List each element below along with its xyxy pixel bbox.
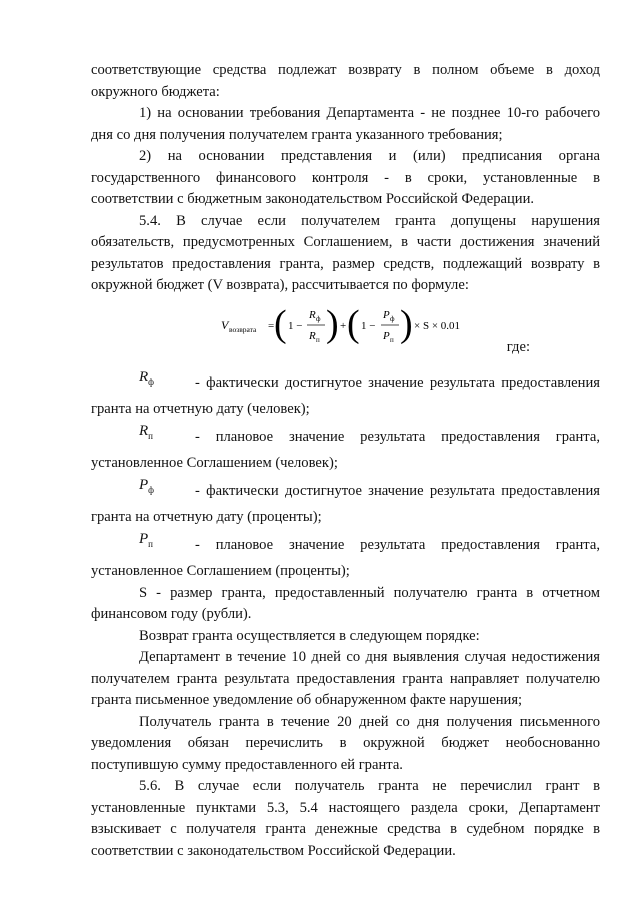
formula-paren-open-2: ( xyxy=(347,302,360,345)
formula-lhs-sub: возврата xyxy=(229,324,257,334)
return-formula xyxy=(91,299,600,361)
formula-pf-sub: ф xyxy=(390,314,395,323)
paragraph-department-notice: Департамент в течение 10 дней со дня выявления случая недостижения получателем гранта результата предоставления гранта направляет получателю гранта письменное уведомление об обнаруженном факте нарушения; xyxy=(91,649,600,708)
symbol-pp: $P_п$ xyxy=(139,530,153,549)
formula-tail: × S × 0.01 xyxy=(414,319,461,332)
formula-pp-sub: п xyxy=(390,335,394,344)
formula-lhs: V xyxy=(221,317,229,332)
definition-rp-text: - плановое значение результата предоставления гранта, установленное Соглашением (человек); xyxy=(91,428,600,471)
definition-pp-text: - плановое значение результата предоставления гранта, установленное Соглашением (проценты); xyxy=(91,536,600,579)
formula-one-1: 1 − xyxy=(288,319,303,332)
definition-rf-text: - фактически достигнутое значение результата предоставления гранта на отчетную дату (человек); xyxy=(91,374,600,417)
formula-paren-open-1: ( xyxy=(274,302,287,345)
formula-rf-sub: ф xyxy=(316,314,321,323)
formula-paren-close-2: ) xyxy=(400,302,413,345)
definition-rp xyxy=(91,422,600,475)
definition-s: S - размер гранта, предоставленный получателю гранта в отчетном финансовом году (рубли). xyxy=(91,584,600,622)
symbol-pf: $P_ф$ xyxy=(139,476,155,495)
paragraph-item-2: 2) на основании представления и (или) предписания органа государственного финансового контроля - в сроки, установленные в соответствии с бюджетным законодательством Российской Федерации. xyxy=(91,148,600,207)
symbol-rf: $R_ф$ xyxy=(139,368,155,387)
paragraph-return-intro: соответствующие средства подлежат возврату в полном объеме в доход окружного бюджета: xyxy=(91,62,600,100)
paragraph-return-order: Возврат гранта осуществляется в следующем порядке: xyxy=(139,627,480,644)
formula-rf: R xyxy=(309,308,316,321)
formula-one-2: 1 − xyxy=(361,319,376,332)
formula-equals: = xyxy=(268,319,275,332)
definition-pf-text: - фактически достигнутое значение результата предоставления гранта на отчетную дату (проценты); xyxy=(91,482,600,525)
formula-pf: P xyxy=(383,308,390,321)
formula-rp: R xyxy=(309,329,316,342)
formula-plus: + xyxy=(340,319,347,332)
symbol-rp: $R_п$ xyxy=(139,422,153,441)
definition-pp xyxy=(91,530,600,583)
definition-rf xyxy=(91,368,600,421)
paragraph-recipient-obligation: Получатель гранта в течение 20 дней со дня получения письменного уведомления обязан перечислить в окружной бюджет необоснованно поступившую сумму предоставленного ей гранта. xyxy=(91,713,600,773)
definition-pf xyxy=(91,476,600,529)
paragraph-5-6: 5.6. В случае если получатель гранта не перечислил грант в установленные пунктами 5.3, 5.4 настоящего раздела сроки, Департамент взыскивает с получателя гранта денежные средства в судебном порядке в соответствии с законодательством Российской Федерации. xyxy=(91,778,600,859)
formula-where-label: где: xyxy=(506,338,530,355)
document-page xyxy=(91,60,600,862)
formula-image xyxy=(221,301,481,349)
formula-rp-sub: п xyxy=(316,335,320,344)
formula-pp: P xyxy=(383,329,390,342)
paragraph-5-4: 5.4. В случае если получателем гранта допущены нарушения обязательств, предусмотренных Соглашением, в части достижения значений результатов предоставления гранта, размер средств, подлежащий возврату в окружной бюджет (V возврата), рассчитывается по формуле: xyxy=(91,212,600,293)
paragraph-item-1: 1) на основании требования Департамента - не позднее 10-го рабочего дня со дня получения получателем гранта указанного требования; xyxy=(91,105,600,143)
formula-paren-close-1: ) xyxy=(326,302,339,345)
